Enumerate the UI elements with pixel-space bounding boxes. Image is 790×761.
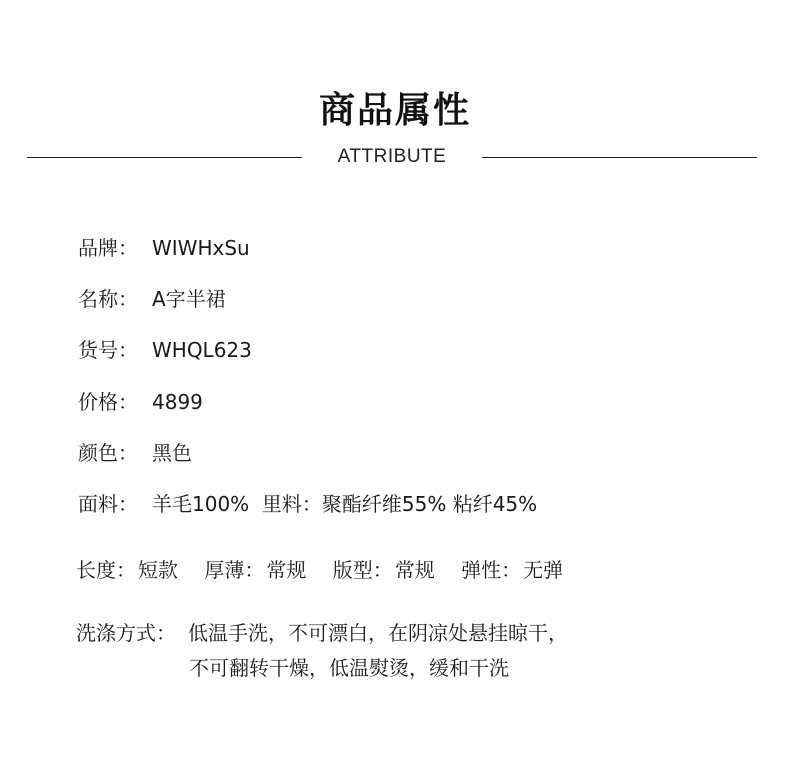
washing-row	[76, 617, 568, 646]
divider-right	[482, 157, 757, 158]
spec-label: 长度：	[76, 558, 136, 582]
attribute-row-color	[78, 437, 192, 466]
spec-elasticity	[461, 554, 563, 583]
attribute-label: 货号：	[78, 338, 138, 362]
attribute-row-brand	[78, 232, 250, 261]
spec-value: 常规	[394, 558, 435, 582]
attribute-label: 名称：	[78, 287, 138, 311]
attribute-label: 颜色：	[78, 441, 138, 465]
attribute-label: 面料：	[78, 492, 138, 516]
page-title: 商品属性	[318, 90, 471, 131]
attribute-value: 黑色	[152, 441, 192, 465]
attribute-label: 价格：	[78, 390, 138, 414]
attribute-row-price	[78, 386, 203, 415]
attribute-row-item-number	[78, 334, 252, 363]
divider-left	[27, 157, 302, 158]
spec-value: 短款	[138, 558, 178, 582]
washing-instructions-line1: 低温手洗，不可漂白，在阴凉处悬挂晾干，	[188, 621, 568, 645]
attribute-value: A字半裙	[152, 287, 226, 311]
page-subtitle: ATTRIBUTE	[337, 146, 447, 167]
spec-row	[76, 554, 583, 583]
attribute-row-fabric	[78, 488, 537, 517]
spec-label: 厚薄：	[204, 558, 265, 582]
attribute-value: WIWHxSu	[152, 236, 250, 260]
attribute-value: 4899	[152, 390, 203, 414]
washing-label: 洗涤方式：	[76, 621, 176, 645]
washing-instructions-line2: 不可翻转干燥，低温熨烫，缓和干洗	[189, 656, 509, 680]
attribute-label: 品牌：	[78, 236, 138, 260]
spec-thickness	[204, 554, 306, 583]
attribute-value: WHQL623	[152, 338, 252, 362]
spec-value: 无弹	[523, 558, 564, 582]
spec-label: 版型：	[332, 558, 393, 582]
attribute-row-name	[78, 283, 226, 312]
spec-length	[76, 554, 178, 583]
spec-value: 常规	[266, 558, 307, 582]
spec-fit	[333, 554, 435, 583]
attribute-value: 羊毛100% 里料：聚酯纤维55% 粘纤45%	[152, 492, 538, 516]
spec-label: 弹性：	[461, 558, 522, 582]
